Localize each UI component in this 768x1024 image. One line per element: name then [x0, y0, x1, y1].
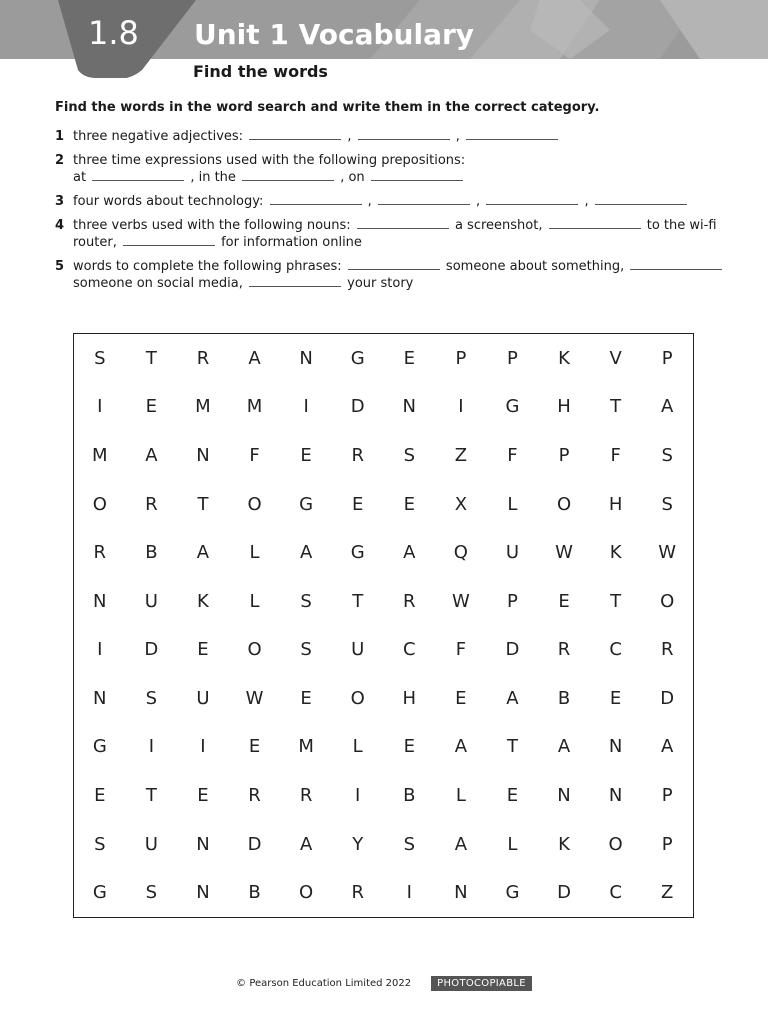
grid-letter[interactable]: N: [299, 347, 313, 369]
grid-letter[interactable]: A: [454, 736, 468, 758]
grid-letter[interactable]: O: [299, 882, 314, 904]
grid-letter[interactable]: I: [406, 882, 412, 904]
grid-letter[interactable]: B: [248, 882, 261, 904]
grid-letter[interactable]: N: [402, 396, 417, 418]
grid-letter[interactable]: U: [351, 639, 365, 661]
grid-letter[interactable]: B: [403, 785, 416, 807]
grid-letter[interactable]: D: [350, 396, 365, 418]
photocopiable-badge: PHOTOCOPIABLE: [431, 976, 532, 991]
grid-letter[interactable]: E: [197, 785, 209, 807]
grid-letter[interactable]: S: [94, 833, 106, 855]
grid-letter[interactable]: D: [557, 882, 571, 904]
grid-letter[interactable]: R: [248, 785, 261, 807]
grid-letter[interactable]: I: [148, 736, 155, 758]
answer-blank[interactable]: [92, 169, 184, 181]
grid-letter[interactable]: T: [145, 785, 157, 807]
grid-letter[interactable]: E: [300, 687, 312, 709]
grid-letter[interactable]: N: [608, 736, 623, 758]
grid-letter[interactable]: A: [299, 833, 313, 855]
grid-letter[interactable]: T: [506, 736, 518, 758]
grid-letter[interactable]: O: [608, 833, 623, 855]
task-item: [55, 258, 725, 292]
unit-title: Unit 1 Vocabulary: [194, 18, 475, 51]
grid-letter[interactable]: S: [94, 347, 106, 369]
answer-blank[interactable]: [549, 217, 641, 229]
grid-letter[interactable]: I: [97, 396, 103, 418]
grid-letter[interactable]: P: [661, 785, 673, 807]
grid-letter[interactable]: P: [558, 444, 570, 466]
grid-letter[interactable]: T: [197, 493, 209, 515]
copyright-text: © Pearson Education Limited 2022: [236, 978, 412, 989]
grid-letter[interactable]: G: [350, 542, 365, 564]
grid-letter[interactable]: X: [454, 493, 468, 515]
grid-letter[interactable]: N: [454, 882, 468, 904]
task-text: at: [73, 170, 91, 185]
grid-letter[interactable]: N: [93, 590, 107, 612]
grid-letter[interactable]: U: [144, 833, 158, 855]
grid-letter[interactable]: S: [300, 590, 312, 612]
grid-letter[interactable]: E: [403, 736, 415, 758]
grid-letter[interactable]: N: [196, 833, 210, 855]
grid-letter[interactable]: E: [403, 493, 415, 515]
grid-letter[interactable]: G: [92, 882, 107, 904]
answer-blank[interactable]: [371, 169, 463, 181]
grid-letter[interactable]: C: [402, 639, 416, 661]
grid-letter[interactable]: B: [145, 542, 158, 564]
grid-letter[interactable]: G: [350, 347, 365, 369]
task-number: 2: [55, 153, 65, 168]
grid-letter[interactable]: E: [94, 785, 106, 807]
answer-blank[interactable]: [378, 193, 470, 205]
grid-letter[interactable]: I: [458, 396, 464, 418]
grid-letter[interactable]: O: [247, 493, 262, 515]
grid-letter[interactable]: R: [660, 639, 674, 661]
grid-letter[interactable]: U: [144, 590, 158, 612]
task-text: to the wi-fi router,: [73, 218, 717, 250]
grid-letter[interactable]: W: [451, 590, 470, 612]
grid-letter[interactable]: U: [505, 542, 520, 564]
grid-letter[interactable]: H: [557, 396, 571, 418]
grid-letter[interactable]: I: [355, 785, 361, 807]
grid-letter[interactable]: H: [402, 687, 417, 709]
grid-letter[interactable]: E: [506, 785, 519, 807]
task-text: your story: [343, 276, 414, 291]
task-text: three negative adjectives:: [73, 129, 248, 144]
grid-letter[interactable]: S: [661, 493, 673, 515]
grid-letter[interactable]: O: [92, 493, 107, 515]
grid-letter[interactable]: E: [248, 736, 261, 758]
task-text: ,: [363, 194, 376, 209]
grid-letter[interactable]: L: [249, 542, 260, 564]
grid-letter[interactable]: D: [505, 639, 520, 661]
grid-letter[interactable]: P: [507, 347, 518, 369]
grid-letter[interactable]: E: [455, 687, 467, 709]
grid-letter[interactable]: D: [247, 833, 262, 855]
task-text: someone about something,: [441, 259, 629, 274]
answer-blank[interactable]: [466, 128, 558, 140]
grid-letter[interactable]: M: [92, 444, 108, 466]
grid-letter[interactable]: M: [298, 736, 314, 758]
grid-letter[interactable]: S: [145, 687, 158, 709]
answer-blank[interactable]: [358, 128, 450, 140]
grid-letter[interactable]: E: [300, 444, 312, 466]
grid-letter[interactable]: S: [661, 444, 673, 466]
page-subtitle: Find the words: [193, 62, 328, 81]
grid-letter[interactable]: Z: [454, 444, 468, 466]
grid-letter[interactable]: E: [197, 639, 209, 661]
task-number: 3: [55, 194, 65, 209]
grid-letter[interactable]: Q: [453, 542, 468, 564]
grid-letter[interactable]: C: [609, 639, 622, 661]
grid-letter[interactable]: A: [145, 444, 158, 466]
grid-letter[interactable]: W: [658, 542, 677, 564]
grid-letter[interactable]: R: [93, 542, 107, 564]
grid-letter[interactable]: A: [661, 396, 674, 418]
grid-letter[interactable]: O: [556, 493, 572, 515]
grid-letter[interactable]: G: [505, 882, 520, 904]
grid-letter[interactable]: H: [608, 493, 623, 515]
answer-blank[interactable]: [630, 258, 722, 270]
grid-letter[interactable]: F: [455, 639, 467, 661]
grid-letter[interactable]: D: [660, 687, 675, 709]
task-number: 5: [55, 259, 65, 274]
grid-letter[interactable]: A: [248, 347, 261, 369]
grid-letter[interactable]: T: [610, 396, 622, 418]
grid-letter[interactable]: M: [246, 396, 263, 418]
answer-blank[interactable]: [249, 275, 341, 287]
grid-letter[interactable]: U: [196, 687, 210, 709]
grid-letter[interactable]: T: [352, 590, 364, 612]
grid-letter[interactable]: E: [145, 396, 158, 418]
grid-letter[interactable]: A: [454, 833, 468, 855]
letter-grid: [74, 334, 693, 917]
grid-letter[interactable]: F: [507, 444, 518, 466]
grid-letter[interactable]: L: [507, 493, 518, 515]
grid-letter[interactable]: R: [196, 347, 210, 369]
grid-letter[interactable]: E: [403, 347, 415, 369]
grid-letter[interactable]: L: [507, 833, 518, 855]
task-item: [55, 193, 725, 210]
grid-letter[interactable]: I: [303, 396, 309, 418]
grid-letter[interactable]: P: [507, 590, 518, 612]
grid-letter[interactable]: L: [455, 785, 466, 807]
grid-letter[interactable]: S: [403, 833, 415, 855]
grid-letter[interactable]: A: [196, 542, 210, 564]
task-number: 4: [55, 218, 65, 233]
grid-letter[interactable]: G: [505, 396, 520, 418]
word-search-grid: [73, 333, 694, 918]
grid-letter[interactable]: A: [299, 542, 313, 564]
grid-letter[interactable]: S: [300, 639, 312, 661]
grid-letter[interactable]: G: [299, 493, 314, 515]
task-text: someone on social media,: [73, 276, 247, 291]
grid-letter[interactable]: K: [558, 833, 570, 855]
grid-letter[interactable]: B: [557, 687, 571, 709]
grid-letter[interactable]: A: [661, 736, 674, 758]
grid-letter[interactable]: Z: [661, 882, 674, 904]
grid-letter[interactable]: W: [245, 687, 264, 709]
grid-letter[interactable]: S: [403, 444, 415, 466]
task-text: three verbs used with the following nouns:: [73, 218, 355, 233]
grid-letter[interactable]: R: [557, 639, 571, 661]
task-text: words to complete the following phrases:: [73, 259, 346, 274]
grid-letter[interactable]: F: [610, 444, 621, 466]
grid-letter[interactable]: N: [557, 785, 571, 807]
grid-letter[interactable]: T: [145, 347, 157, 369]
instruction-text: Find the words in the word search and write them in the correct category.: [55, 100, 600, 115]
grid-letter[interactable]: E: [558, 590, 570, 612]
grid-letter[interactable]: O: [660, 590, 675, 612]
task-text: three time expressions used with the following prepositions:: [73, 153, 466, 168]
answer-blank[interactable]: [242, 169, 334, 181]
task-text: four words about technology:: [73, 194, 268, 209]
grid-letter[interactable]: W: [555, 542, 573, 564]
grid-letter[interactable]: D: [144, 639, 159, 661]
grid-letter[interactable]: O: [350, 687, 365, 709]
task-item: [55, 217, 725, 251]
task-item: [55, 152, 725, 186]
task-text: ,: [471, 194, 485, 209]
grid-letter[interactable]: R: [351, 444, 364, 466]
task-text: , on: [336, 170, 369, 185]
grid-letter[interactable]: R: [299, 785, 313, 807]
grid-letter[interactable]: A: [403, 542, 416, 564]
grid-letter[interactable]: N: [93, 687, 107, 709]
answer-blank[interactable]: [486, 193, 578, 205]
grid-letter[interactable]: P: [661, 347, 673, 369]
unit-number: 1.8: [88, 14, 139, 52]
task-text: a screenshot,: [450, 218, 547, 233]
answer-blank[interactable]: [357, 217, 449, 229]
answer-blank[interactable]: [249, 128, 341, 140]
grid-letter[interactable]: V: [609, 347, 622, 369]
answer-blank[interactable]: [595, 193, 687, 205]
grid-letter[interactable]: I: [200, 736, 206, 758]
grid-letter[interactable]: R: [145, 493, 158, 515]
task-text: ,: [451, 129, 464, 144]
grid-letter[interactable]: L: [249, 590, 260, 612]
grid-letter[interactable]: P: [661, 833, 673, 855]
grid-letter[interactable]: S: [145, 882, 158, 904]
grid-letter[interactable]: R: [351, 882, 364, 904]
grid-letter[interactable]: K: [197, 590, 209, 612]
grid-letter[interactable]: C: [609, 882, 622, 904]
grid-letter[interactable]: I: [97, 639, 103, 661]
grid-letter[interactable]: L: [352, 736, 363, 758]
task-item: [55, 128, 725, 145]
grid-letter[interactable]: O: [247, 639, 262, 661]
grid-letter[interactable]: M: [195, 396, 211, 418]
task-text: ,: [580, 194, 593, 209]
grid-letter[interactable]: G: [92, 736, 107, 758]
grid-letter[interactable]: A: [557, 736, 571, 758]
grid-letter[interactable]: R: [403, 590, 416, 612]
grid-letter[interactable]: E: [609, 687, 622, 709]
grid-letter[interactable]: K: [609, 542, 622, 564]
grid-letter[interactable]: F: [249, 444, 260, 466]
task-text: ,: [343, 129, 356, 144]
task-text: , in the: [186, 170, 241, 185]
grid-letter[interactable]: P: [455, 347, 467, 369]
task-list: [55, 128, 725, 299]
grid-letter[interactable]: T: [610, 590, 622, 612]
answer-blank[interactable]: [348, 258, 440, 270]
grid-letter[interactable]: N: [196, 444, 210, 466]
grid-letter[interactable]: Y: [352, 833, 364, 855]
grid-letter[interactable]: E: [352, 493, 364, 515]
footer: [0, 976, 768, 991]
answer-blank[interactable]: [123, 234, 215, 246]
grid-letter[interactable]: K: [558, 347, 570, 369]
grid-letter[interactable]: A: [506, 687, 519, 709]
answer-blank[interactable]: [270, 193, 362, 205]
grid-letter[interactable]: N: [608, 785, 623, 807]
task-text: for information online: [216, 235, 362, 250]
task-number: 1: [55, 129, 65, 144]
grid-letter[interactable]: N: [196, 882, 210, 904]
